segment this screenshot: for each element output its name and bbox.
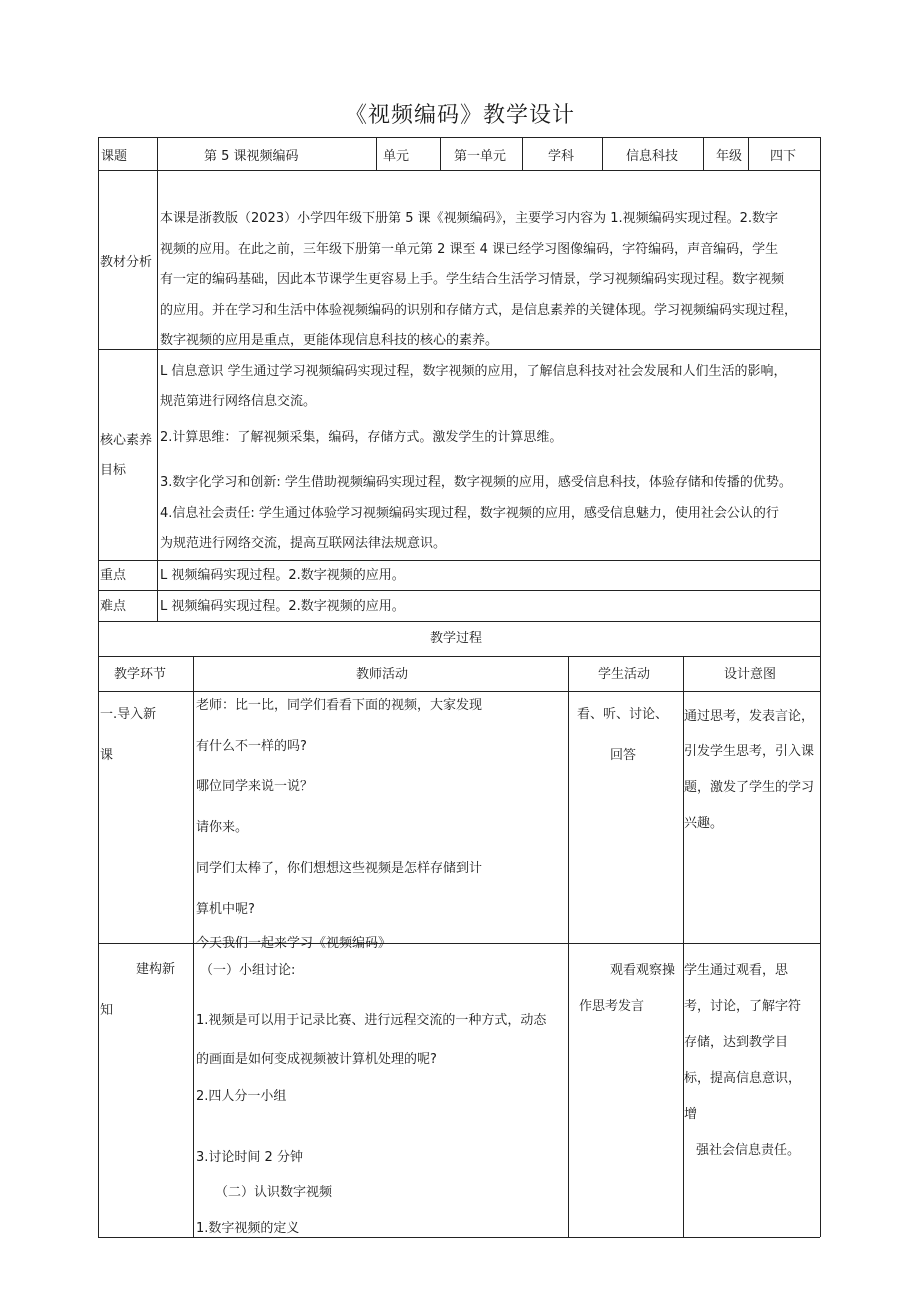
material-analysis-text <box>160 204 797 357</box>
teacher-line: 算机中呢? <box>196 902 255 917</box>
col-divider <box>157 137 158 621</box>
col-divider <box>522 137 523 170</box>
key-point-value: L 视频编码实现过程。2.数字视频的应用。 <box>160 568 405 583</box>
col-divider <box>440 137 441 170</box>
table-border-right <box>820 137 821 1237</box>
teacher-line: 的画面是如何变成视频被计算机处理的呢? <box>196 1052 437 1067</box>
row-divider <box>98 656 820 657</box>
process-heading: 教学过程 <box>430 631 483 646</box>
material-analysis-label: 教材分析 <box>100 255 153 270</box>
unit-value: 第一单元 <box>454 149 507 164</box>
paragraph-line: 的应用。并在学习和生活中体验视频编码的识别和存储方式，是信息素养的关键体现。学习视频编码实现过程， <box>160 302 798 318</box>
core-goals-label: 核心素养 <box>100 433 153 448</box>
unit-label: 单元 <box>383 149 410 164</box>
teacher-line: 老师：比一比，同学们看看下面的视频，大家发现 <box>196 698 483 713</box>
column-header: 学生活动 <box>598 667 651 682</box>
design-intent: 题，激发了学生的学习 <box>684 780 815 795</box>
key-point-label: 重点 <box>100 568 127 583</box>
design-intent: 通过思考，发表言论， <box>684 709 815 724</box>
teacher-line: 1.数字视频的定义 <box>196 1221 300 1236</box>
table-border-left <box>98 137 99 1237</box>
goal-item: L 信息意识 学生通过学习视频编码实现过程，数字视频的应用，了解信息科技对社会发展和人们生活的影响， <box>160 364 787 379</box>
student-activity: 观看观察操 <box>610 963 676 978</box>
design-intent: 标，提高信息意识， <box>684 1071 802 1086</box>
subject-label: 学科 <box>548 149 575 164</box>
design-intent: 增 <box>684 1107 698 1122</box>
goal-item: 4.信息社会责任: 学生通过体验学习视频编码实现过程，数字视频的应用，感受信息魅力，使用社会公认的行 <box>160 506 779 521</box>
paragraph-line: 视频的应用。在此之前，三年级下册第一单元第 2 课至 4 课已经学习图像编码，字符编码，声音编码，学生 <box>160 241 779 257</box>
stage-label: 知 <box>100 1003 114 1018</box>
col-divider <box>376 137 377 170</box>
page-title: 《视频编码》教学设计 <box>344 103 575 128</box>
teacher-line: 1.视频是可以用于记录比赛、进行远程交流的一种方式，动态 <box>196 1013 547 1028</box>
lesson-value: 第 5 课视频编码 <box>204 149 299 164</box>
stage-label: 课 <box>100 748 114 763</box>
teacher-line: 有什么不一样的吗? <box>196 739 307 754</box>
design-intent: 引发学生思考，引入课 <box>684 744 815 759</box>
grade-label: 年级 <box>716 149 743 164</box>
teacher-line: （二）认识数字视频 <box>215 1185 333 1200</box>
teacher-line: 同学们太棒了，你们想想这些视频是怎样存储到计 <box>196 861 483 876</box>
difficulty-label: 难点 <box>100 599 127 614</box>
teacher-line: 哪位同学来说一说？ <box>196 779 314 794</box>
goal-item: 为规范进行网络交流，提高互联网法律法规意识。 <box>160 536 447 551</box>
row-divider <box>98 590 820 591</box>
stage-label: 一.导入新 <box>100 707 157 722</box>
design-intent: 兴趣。 <box>684 816 724 831</box>
goal-item: 规范第进行网络信息交流。 <box>160 394 317 409</box>
teacher-line: （一）小组讨论: <box>200 963 296 978</box>
goal-item: 3.数字化学习和创新: 学生借助视频编码实现过程，数字视频的应用，感受信息科技，体验存储和传播的优势。 <box>160 475 792 490</box>
design-intent: 学生通过观看，思 <box>684 963 789 978</box>
row-divider <box>98 560 820 561</box>
goal-item: 2.计算思维：了解视频采集，编码，存储方式。激发学生的计算思维。 <box>160 430 563 445</box>
teacher-activity <box>194 692 567 951</box>
col-divider <box>703 137 704 170</box>
col-divider <box>602 137 603 170</box>
paragraph-line: 数字视频的应用是重点，更能体现信息科技的核心的素养。 <box>160 333 499 348</box>
teacher-line: 2.四人分一小组 <box>196 1089 287 1104</box>
col-divider <box>748 137 749 170</box>
col-divider <box>568 656 569 1237</box>
row-divider <box>98 621 820 622</box>
core-goals-label: 目标 <box>100 463 127 478</box>
student-activity: 回答 <box>610 748 637 763</box>
teacher-line: 请你来。 <box>196 820 249 835</box>
grade-value: 四下 <box>770 149 797 164</box>
design-intent: 存储，达到教学目 <box>684 1035 789 1050</box>
column-header: 设计意图 <box>724 667 777 682</box>
student-activity: 作思考发言 <box>579 999 645 1014</box>
teacher-line: 今天我们一起来学习《视频编码》 <box>196 936 392 951</box>
table-border-top <box>98 137 820 138</box>
column-header: 教师活动 <box>356 667 409 682</box>
row-divider <box>98 170 820 171</box>
column-header: 教学环节 <box>114 667 167 682</box>
paragraph-line: 本课是浙教版（2023）小学四年级下册第 5 课《视频编码》，主要学习内容为 1.视频编码实现过程。2.数字 <box>160 211 779 226</box>
difficulty-value: L 视频编码实现过程。2.数字视频的应用。 <box>160 599 405 614</box>
subject-value: 信息科技 <box>626 149 679 164</box>
teacher-line: 3.讨论时间 2 分钟 <box>196 1150 303 1165</box>
design-intent: 强社会信息责任。 <box>696 1143 801 1158</box>
paragraph-line: 有一定的编码基础，因此本节课学生更容易上手。学生结合生活学习情景，学习视频编码实现过程。数字视频 <box>160 272 785 287</box>
stage-label: 建构新 <box>136 962 176 977</box>
design-intent: 考，讨论，了解字符 <box>684 999 802 1014</box>
student-activity: 看、听、讨论、 <box>577 707 669 722</box>
lesson-label: 课题 <box>101 149 128 164</box>
